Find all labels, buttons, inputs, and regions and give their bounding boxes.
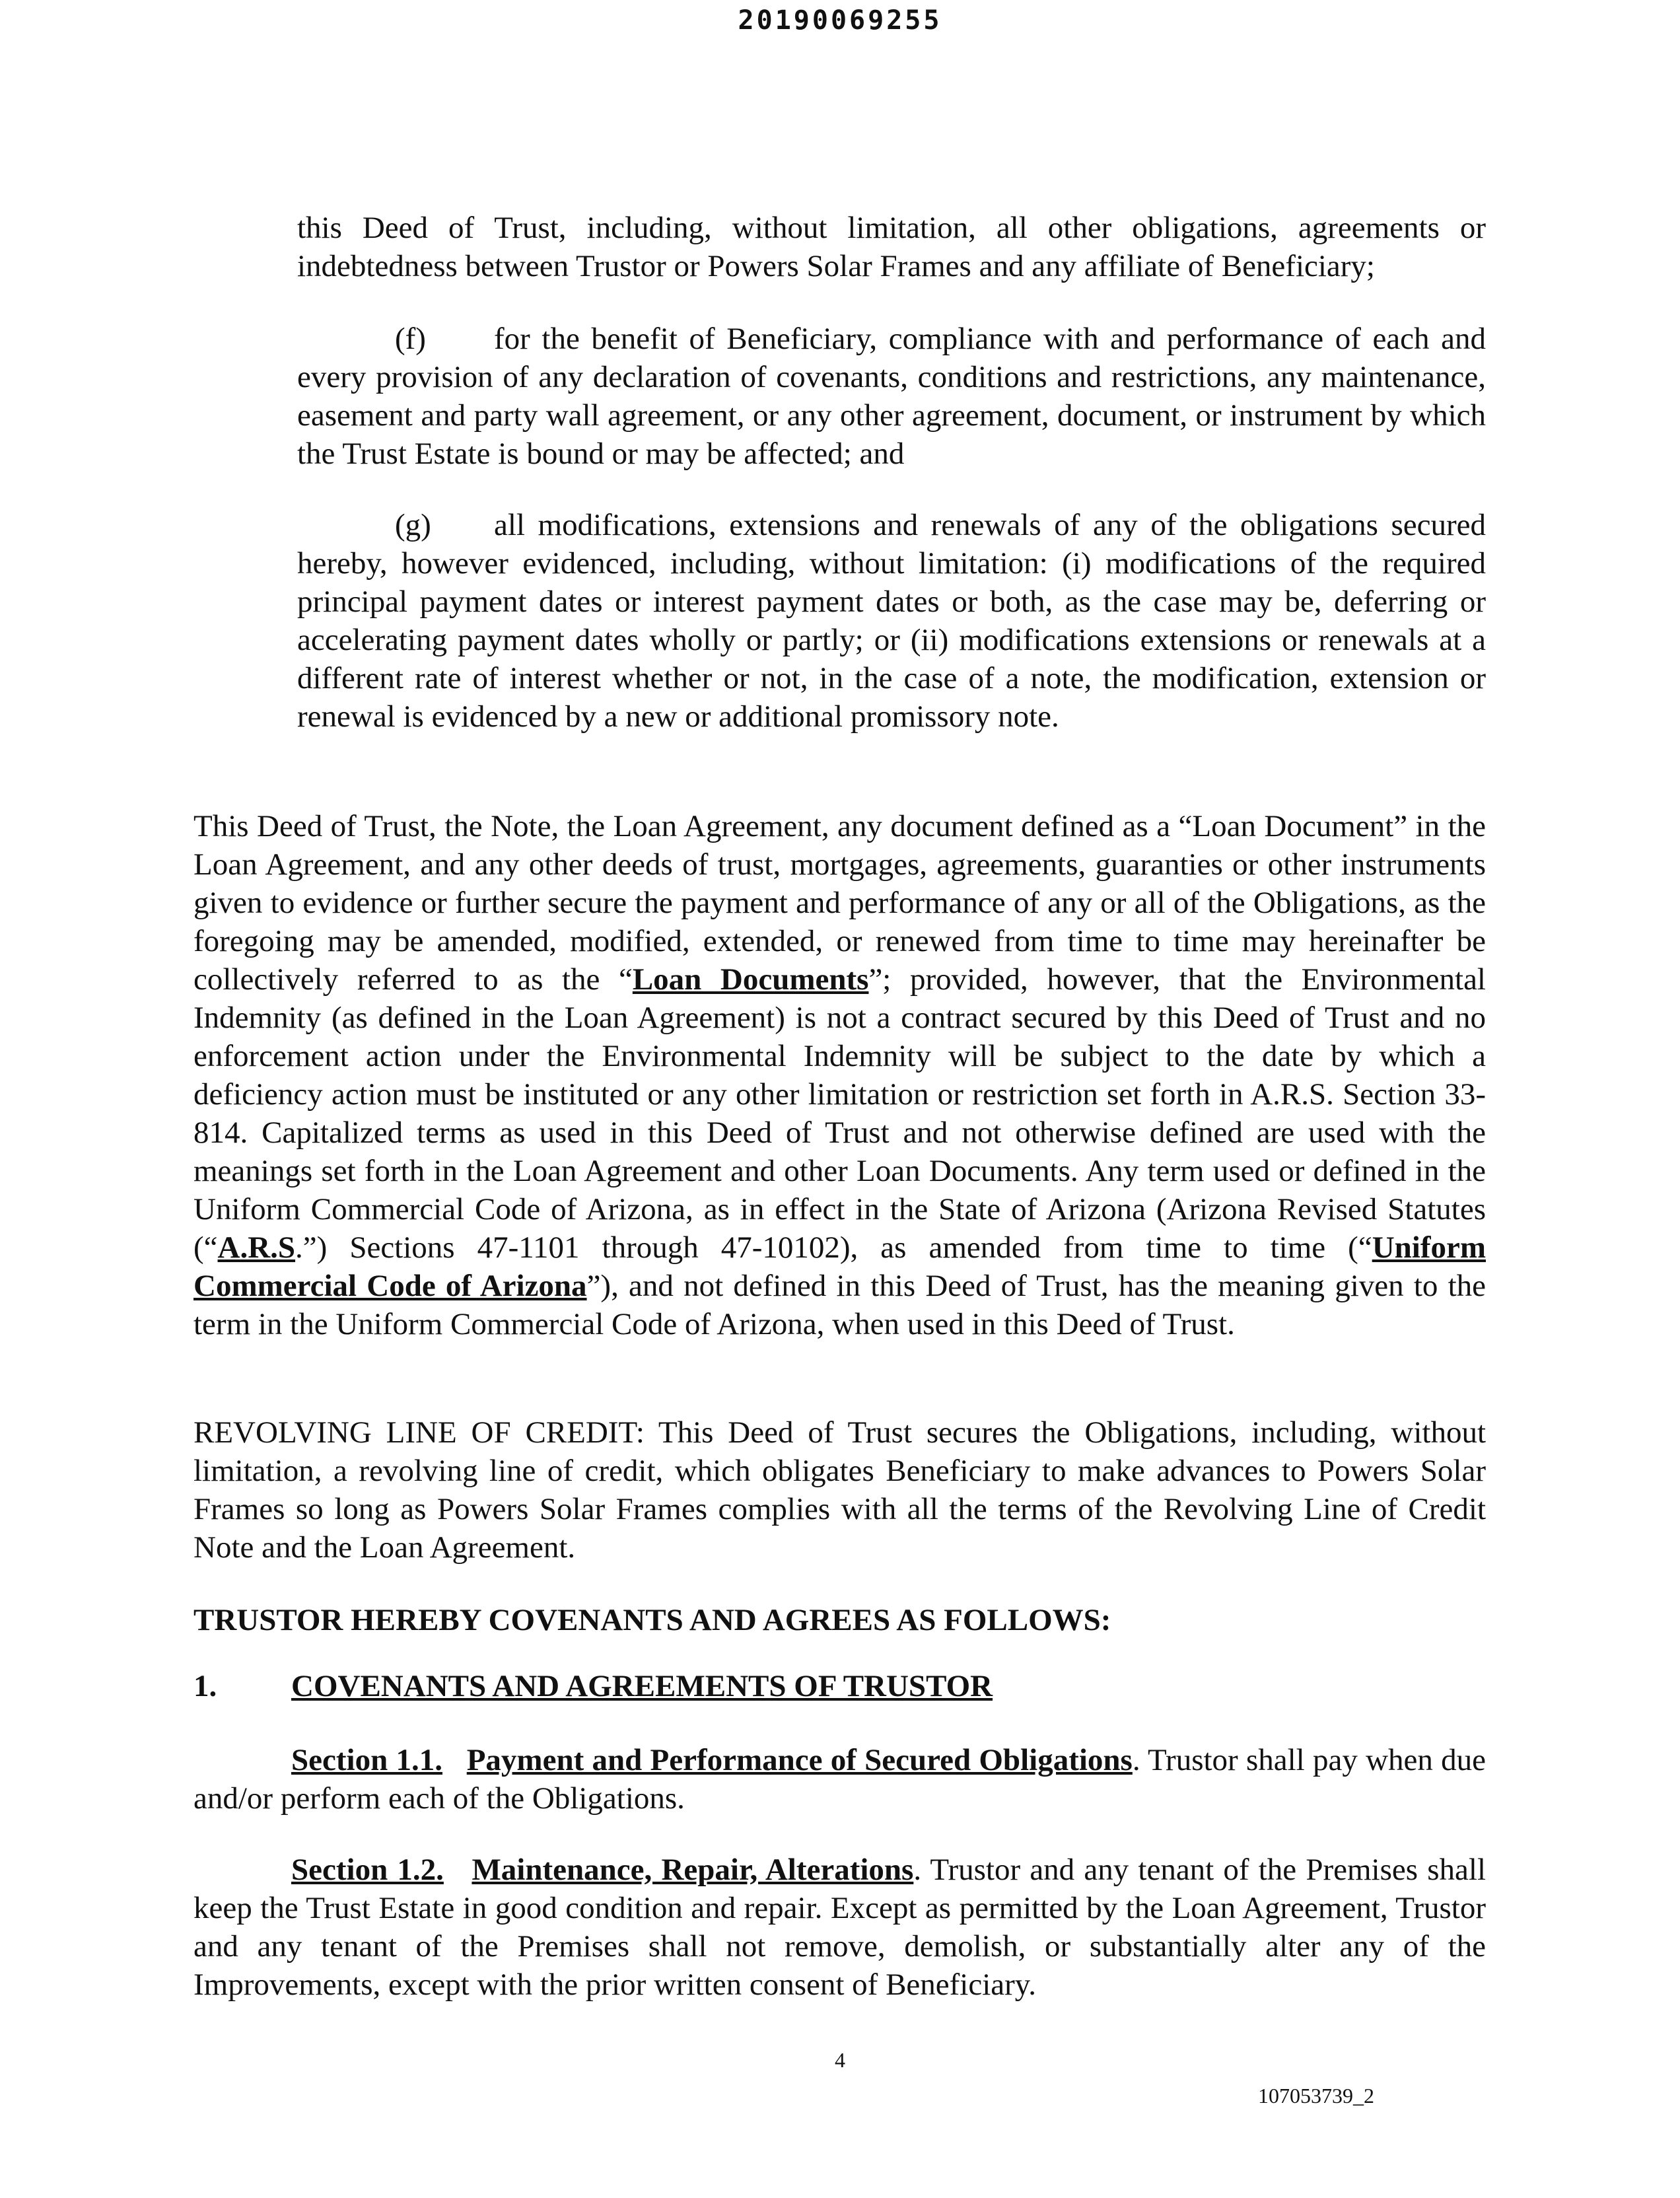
defined-term-ucc-arizona: Uniform Commercial Code of Arizona	[193, 1230, 1486, 1303]
item-f-label: (f)	[395, 322, 426, 356]
defined-term-loan-documents: Loan Documents	[632, 962, 869, 997]
page-number: 4	[835, 2048, 845, 2072]
section-1-1-label: Section 1.1.	[291, 1743, 442, 1777]
article-1-title: COVENANTS AND AGREEMENTS OF TRUSTOR	[291, 1669, 993, 1703]
section-1-2-text: . Trustor and any tenant of the Premises shall keep the Trust Estate in good condition and repair. Except as permitted by the Loan Agreement, Trustor and any tenant of the Premises shall not remove, demolish, or substantially alter any of the Improvements, except with the prior written consent of Beneficiary.	[193, 1853, 1486, 2002]
document-id: 107053739_2	[1258, 2084, 1374, 2108]
item-g-text: all modifications, extensions and renewals of any of the obligations secured hereby, however evidenced, including, without limitation: (i) modifications of the required principal payment dates or interest payment dates or both, as the case may be, deferring or accelerating payment dates wholly or partly; or (ii) modifications extensions or renewals at a different rate of interest whether or not, in the case of a note, the modification, extension or renewal is evidenced by a new or additional promissory note.	[297, 508, 1486, 734]
loan-docs-text-1: This Deed of Trust, the Note, the Loan Agreement, any document defined as a “Loan Document” in the Loan Agreement, and any other deeds of trust, mortgages, agreements, guaranties or other instruments given to evidence or further secure the payment and performance of any or all of the Obligations, as the foregoing may be amended, modified, extended, or renewed from time to time may hereinafter be collectively referred to as the “	[193, 809, 1486, 997]
section-1-2-paragraph	[193, 1851, 1486, 2004]
covenants-heading: TRUSTOR HEREBY COVENANTS AND AGREES AS FOLLOWS:	[193, 1603, 1111, 1637]
section-1-2-title: Maintenance, Repair, Alterations	[472, 1853, 914, 1887]
loan-docs-text-4: ”), and not defined in this Deed of Trust, has the meaning given to the term in the Uniform Commercial Code of Arizona, when used in this Deed of Trust.	[193, 1269, 1486, 1341]
defined-term-ars: A.R.S	[217, 1230, 296, 1265]
continuation-paragraph: this Deed of Trust, including, without limitation, all other obligations, agreements or indebtedness between Trustor or Powers Solar Frames and any affiliate of Beneficiary;	[297, 211, 1486, 283]
section-1-1-title: Payment and Performance of Secured Obligations	[466, 1743, 1133, 1777]
section-1-1-text: . Trustor shall pay when due and/or perform each of the Obligations.	[193, 1743, 1486, 1816]
article-1-number: 1.	[193, 1669, 217, 1703]
section-1-2-label: Section 1.2.	[291, 1853, 444, 1887]
item-f-paragraph	[297, 320, 1486, 473]
section-1-1-paragraph	[193, 1741, 1486, 1818]
recording-number: 20190069255	[738, 5, 942, 36]
loan-docs-text-2: ”; provided, however, that the Environmental Indemnity (as defined in the Loan Agreement) is not a contract secured by this Deed of Trust and no enforcement action under the Environmental Indemnity will be subject to the date by which a deficiency action must be instituted or any other limitation or restriction set forth in A.R.S. Section 33-814. Capitalized terms as used in this Deed of Trust and not otherwise defined are used with the meanings set forth in the Loan Agreement and other Loan Documents. Any term used or defined in the Uniform Commercial Code of Arizona, as in effect in the State of Arizona (Arizona Revised Statutes (“	[193, 962, 1486, 1265]
loan-documents-paragraph	[193, 807, 1486, 1343]
revolving-line-paragraph: REVOLVING LINE OF CREDIT: This Deed of Trust secures the Obligations, including, without limitation, a revolving line of credit, which obligates Beneficiary to make advances to Powers Solar Frames so long as Powers Solar Frames complies with all the terms of the Revolving Line of Credit Note and the Loan Agreement.	[193, 1415, 1486, 1565]
article-1-heading	[193, 1668, 993, 1704]
item-g-label: (g)	[395, 508, 431, 542]
item-f-text: for the benefit of Beneficiary, compliance with and performance of each and every provision of any declaration of covenants, conditions and restrictions, any maintenance, easement and party wall agreement, or any other agreement, document, or instrument by which the Trust Estate is bound or may be affected; and	[297, 322, 1486, 471]
item-g-paragraph	[297, 506, 1486, 736]
loan-docs-text-3: .”) Sections 47-1101 through 47-10102), as amended from time to time (“	[295, 1230, 1372, 1265]
